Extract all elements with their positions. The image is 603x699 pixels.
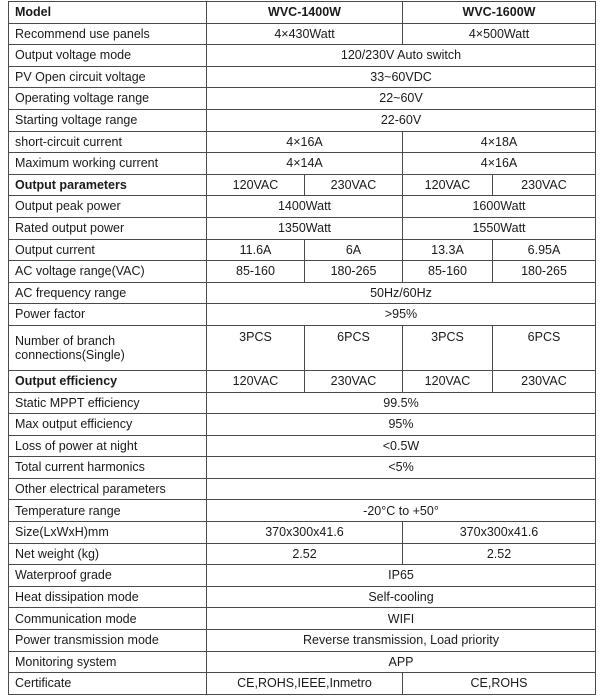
row-waterproof <box>9 565 596 587</box>
row-certificate <box>9 673 596 695</box>
operating-voltage-value: 22~60V <box>207 88 596 110</box>
row-communication <box>9 608 596 630</box>
max-output-eff-label: Max output efficiency <box>9 414 207 436</box>
branch-connections-v1: 3PCS <box>207 325 305 370</box>
branch-connections-v3: 3PCS <box>403 325 493 370</box>
short-circuit-b: 4×18A <box>403 131 596 153</box>
output-peak-power-b: 1600Watt <box>403 196 596 218</box>
row-ac-frequency <box>9 282 596 304</box>
waterproof-value: IP65 <box>207 565 596 587</box>
row-net-weight <box>9 543 596 565</box>
recommend-panels-b: 4×500Watt <box>403 23 596 45</box>
row-monitoring <box>9 651 596 673</box>
monitoring-value: APP <box>207 651 596 673</box>
output-efficiency-label: Output efficiency <box>9 370 207 392</box>
row-recommend-panels <box>9 23 596 45</box>
short-circuit-a: 4×16A <box>207 131 403 153</box>
row-power-transmission <box>9 630 596 652</box>
size-b: 370x300x41.6 <box>403 522 596 544</box>
waterproof-label: Waterproof grade <box>9 565 207 587</box>
row-output-params <box>9 174 596 196</box>
size-a: 370x300x41.6 <box>207 522 403 544</box>
row-power-factor <box>9 304 596 326</box>
other-params-label: Other electrical parameters <box>9 478 207 500</box>
header-row <box>9 2 596 24</box>
output-efficiency-v2: 230VAC <box>305 370 403 392</box>
model-b-name: WVC-1600W <box>403 2 596 24</box>
output-params-v3: 120VAC <box>403 174 493 196</box>
branch-connections-v2: 6PCS <box>305 325 403 370</box>
harmonics-label: Total current harmonics <box>9 457 207 479</box>
operating-voltage-label: Operating voltage range <box>9 88 207 110</box>
output-efficiency-v4: 230VAC <box>493 370 596 392</box>
communication-label: Communication mode <box>9 608 207 630</box>
ac-voltage-range-label: AC voltage range(VAC) <box>9 261 207 283</box>
max-working-current-label: Maximum working current <box>9 153 207 175</box>
model-label: Model <box>9 2 207 24</box>
static-mppt-label: Static MPPT efficiency <box>9 392 207 414</box>
row-rated-output-power <box>9 217 596 239</box>
starting-voltage-value: 22-60V <box>207 109 596 131</box>
row-heat-dissipation <box>9 586 596 608</box>
net-weight-a: 2.52 <box>207 543 403 565</box>
other-params-empty <box>207 478 596 500</box>
loss-night-label: Loss of power at night <box>9 435 207 457</box>
ac-voltage-range-v2: 180-265 <box>305 261 403 283</box>
power-transmission-value: Reverse transmission, Load priority <box>207 630 596 652</box>
branch-connections-label: Number of branch connections(Single) <box>9 325 207 370</box>
output-efficiency-v1: 120VAC <box>207 370 305 392</box>
loss-night-value: <0.5W <box>207 435 596 457</box>
row-operating-voltage <box>9 88 596 110</box>
temperature-range-label: Temperature range <box>9 500 207 522</box>
row-output-efficiency <box>9 370 596 392</box>
net-weight-label: Net weight (kg) <box>9 543 207 565</box>
communication-value: WIFI <box>207 608 596 630</box>
output-voltage-mode-value: 120/230V Auto switch <box>207 45 596 67</box>
net-weight-b: 2.52 <box>403 543 596 565</box>
power-factor-value: >95% <box>207 304 596 326</box>
row-other-params <box>9 478 596 500</box>
output-current-label: Output current <box>9 239 207 261</box>
output-current-v1: 11.6A <box>207 239 305 261</box>
row-output-peak-power <box>9 196 596 218</box>
starting-voltage-label: Starting voltage range <box>9 109 207 131</box>
size-label: Size(LxWxH)mm <box>9 522 207 544</box>
row-output-voltage-mode <box>9 45 596 67</box>
row-output-current <box>9 239 596 261</box>
row-starting-voltage <box>9 109 596 131</box>
certificate-a: CE,ROHS,IEEE,Inmetro <box>207 673 403 695</box>
ac-voltage-range-v1: 85-160 <box>207 261 305 283</box>
short-circuit-label: short-circuit current <box>9 131 207 153</box>
output-params-label: Output parameters <box>9 174 207 196</box>
output-current-v3: 13.3A <box>403 239 493 261</box>
heat-dissipation-value: Self-cooling <box>207 586 596 608</box>
output-voltage-mode-label: Output voltage mode <box>9 45 207 67</box>
spec-table <box>8 1 596 695</box>
rated-output-power-label: Rated output power <box>9 217 207 239</box>
temperature-range-value: -20°C to +50° <box>207 500 596 522</box>
row-size <box>9 522 596 544</box>
power-transmission-label: Power transmission mode <box>9 630 207 652</box>
static-mppt-value: 99.5% <box>207 392 596 414</box>
max-working-current-a: 4×14A <box>207 153 403 175</box>
recommend-panels-label: Recommend use panels <box>9 23 207 45</box>
row-temperature-range <box>9 500 596 522</box>
row-harmonics <box>9 457 596 479</box>
pv-open-circuit-value: 33~60VDC <box>207 66 596 88</box>
monitoring-label: Monitoring system <box>9 651 207 673</box>
row-max-output-eff <box>9 414 596 436</box>
heat-dissipation-label: Heat dissipation mode <box>9 586 207 608</box>
max-working-current-b: 4×16A <box>403 153 596 175</box>
row-short-circuit <box>9 131 596 153</box>
certificate-b: CE,ROHS <box>403 673 596 695</box>
row-static-mppt <box>9 392 596 414</box>
pv-open-circuit-label: PV Open circuit voltage <box>9 66 207 88</box>
max-output-eff-value: 95% <box>207 414 596 436</box>
row-max-working-current <box>9 153 596 175</box>
output-current-v4: 6.95A <box>493 239 596 261</box>
ac-voltage-range-v3: 85-160 <box>403 261 493 283</box>
row-branch-connections <box>9 325 596 370</box>
output-params-v1: 120VAC <box>207 174 305 196</box>
power-factor-label: Power factor <box>9 304 207 326</box>
row-loss-night <box>9 435 596 457</box>
output-efficiency-v3: 120VAC <box>403 370 493 392</box>
harmonics-value: <5% <box>207 457 596 479</box>
output-peak-power-label: Output peak power <box>9 196 207 218</box>
rated-output-power-b: 1550Watt <box>403 217 596 239</box>
certificate-label: Certificate <box>9 673 207 695</box>
recommend-panels-a: 4×430Watt <box>207 23 403 45</box>
rated-output-power-a: 1350Watt <box>207 217 403 239</box>
ac-frequency-label: AC frequency range <box>9 282 207 304</box>
output-current-v2: 6A <box>305 239 403 261</box>
output-params-v4: 230VAC <box>493 174 596 196</box>
ac-frequency-value: 50Hz/60Hz <box>207 282 596 304</box>
ac-voltage-range-v4: 180-265 <box>493 261 596 283</box>
branch-connections-v4: 6PCS <box>493 325 596 370</box>
model-a-name: WVC-1400W <box>207 2 403 24</box>
output-peak-power-a: 1400Watt <box>207 196 403 218</box>
row-ac-voltage-range <box>9 261 596 283</box>
output-params-v2: 230VAC <box>305 174 403 196</box>
row-pv-open-circuit <box>9 66 596 88</box>
